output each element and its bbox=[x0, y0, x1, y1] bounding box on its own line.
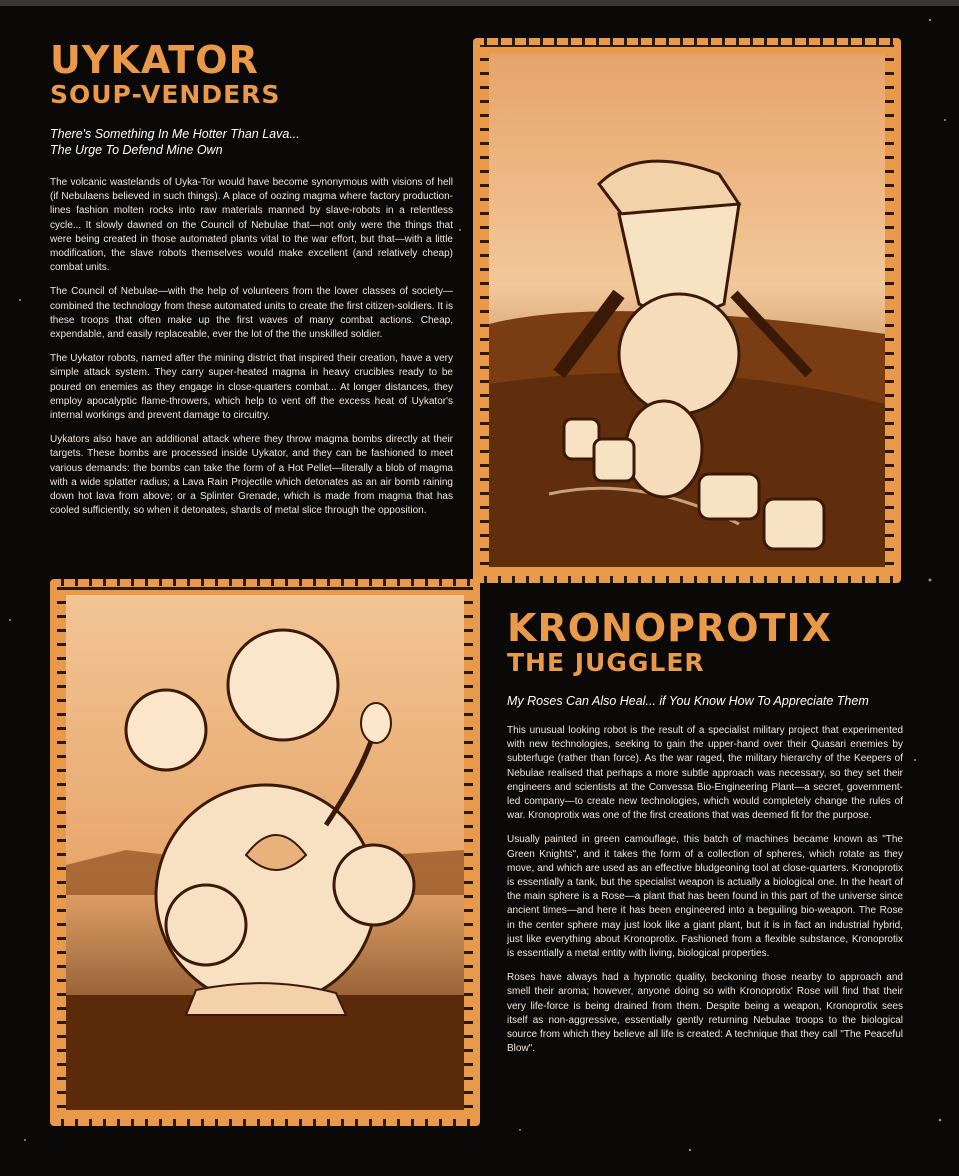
uykator-paragraph-2: The Council of Nebulae—with the help of volunteers from the lower classes of society—combined the technology from these automated units to create the first citizen-soldiers. It is these troops that often make up the first waves of many combat actions. Cheap, expendable, and easily replaceable, ever the lot of the the unskilled soldier. bbox=[50, 286, 453, 341]
uykator-tagline-line1: There's Something In Me Hotter Than Lava... bbox=[50, 127, 300, 141]
uykator-subtitle: SOUP-VENDERS bbox=[50, 80, 281, 109]
uykator-body bbox=[50, 176, 453, 528]
kronoprotix-subtitle: THE JUGGLER bbox=[507, 648, 705, 677]
kronoprotix-paragraph-3: Roses have always had a hypnotic quality, beckoning those nearby to approach and smell their aroma; however, anyone doing so with Kronoprotix' Rose will find that their very life-force is being drained from them. Despite being a weapon, Kronoprotix sees itself as non-aggressive, essentially gently returning Nebulae troops to the biological source from which they believe all life is created: A technique that they call "The Peaceful Blow". bbox=[507, 972, 903, 1055]
kronoprotix-body bbox=[507, 724, 903, 1066]
kronoprotix-paragraph-1: This unusual looking robot is the result of a specialist military project that experimented with new technologies, seeking to gain the upper-hand over their Quasari enemies by subterfuge (rather than force). As the war raged, the military hierarchy of the Keepers of Nebulae realised that perhaps a more subtle approach was necessary, so they set their engineers and scientists at the Convessa Bio-Engineering Plant—a secret, government-led company—to create new technologies, which would completely change the rules of war. Kronoprotix was one of the first creations that was deemed fit for the purpose. bbox=[507, 725, 903, 822]
uykator-paragraph-3: The Uykator robots, named after the mining district that inspired their creation, have a very simple attack system. They carry super-heated magma in heavy crucibles ready to be poured on enemies as they engage in close-quarters combat... At longer distances, they employ apocalyptic flame-throwers, which help to vent off the excess heat of Uykator's internal workings and prevent damage to circuitry. bbox=[50, 353, 453, 422]
uykator-paragraph-4: Uykators also have an additional attack where they throw magma bombs directly at their targets. These bombs are processed inside Uykator, and they can be fashioned to meet various demands: the bombs can take the form of a Hot Pellet—literally a blob of magma with a wide splatter radius; a Lava Rain Projectile which detonates as an air bomb raining down hot lava from above; or a Splinter Grenade, which is made from magma that has cooled sufficiently, so when it detonates, shards of metal slice through the opposition. bbox=[50, 434, 453, 517]
uykator-illustration bbox=[489, 54, 885, 567]
uykator-illustration-frame bbox=[473, 38, 901, 583]
kronoprotix-illustration bbox=[66, 595, 464, 1110]
kronoprotix-paragraph-2: Usually painted in green camouflage, this batch of machines became known as "The Green Knights", and it takes the form of a collection of spheres, which rotate as they move, and which are used as an effective bludgeoning tool at close-quarters. Kronoprotix is essentially a tank, but the specialist weapon is actually a biological one. In the heart of the main sphere is a Rose—a plant that has been found in this part of the universe since ancient times—and here it has been engineered into a beguiling bio-weapon. The Rose in the center sphere may just look like a giant plant, but it is in fact an industrial hybrid, just like everything about Kronoprotix. Fashioned from a flexible substance, Kronoprotix is essentially a metal entity with living, biological properties. bbox=[507, 834, 903, 960]
uykator-title: UYKATOR bbox=[50, 38, 259, 82]
uykator-paragraph-1: The volcanic wastelands of Uyka-Tor would have become synonymous with visions of hell (if Nebulaens believed in such things). A place of oozing magma where factory production-lines fashion molten rocks into raw materials manned by slave-robots in a relentless cycle... It slowly dawned on the Council of Nebulae that—not only were the things that were being created in those automated plants vital to the war effort, but that—with a little modification, the slave robots themselves would make excellent (and relatively cheap) combat units. bbox=[50, 177, 453, 274]
kronoprotix-illustration-frame bbox=[50, 579, 480, 1126]
kronoprotix-tagline: My Roses Can Also Heal... if You Know How To Appreciate Them bbox=[507, 694, 869, 708]
kronoprotix-title: KRONOPROTIX bbox=[507, 606, 832, 650]
uykator-tagline bbox=[50, 126, 350, 158]
uykator-tagline-line2: The Urge To Defend Mine Own bbox=[50, 143, 223, 157]
